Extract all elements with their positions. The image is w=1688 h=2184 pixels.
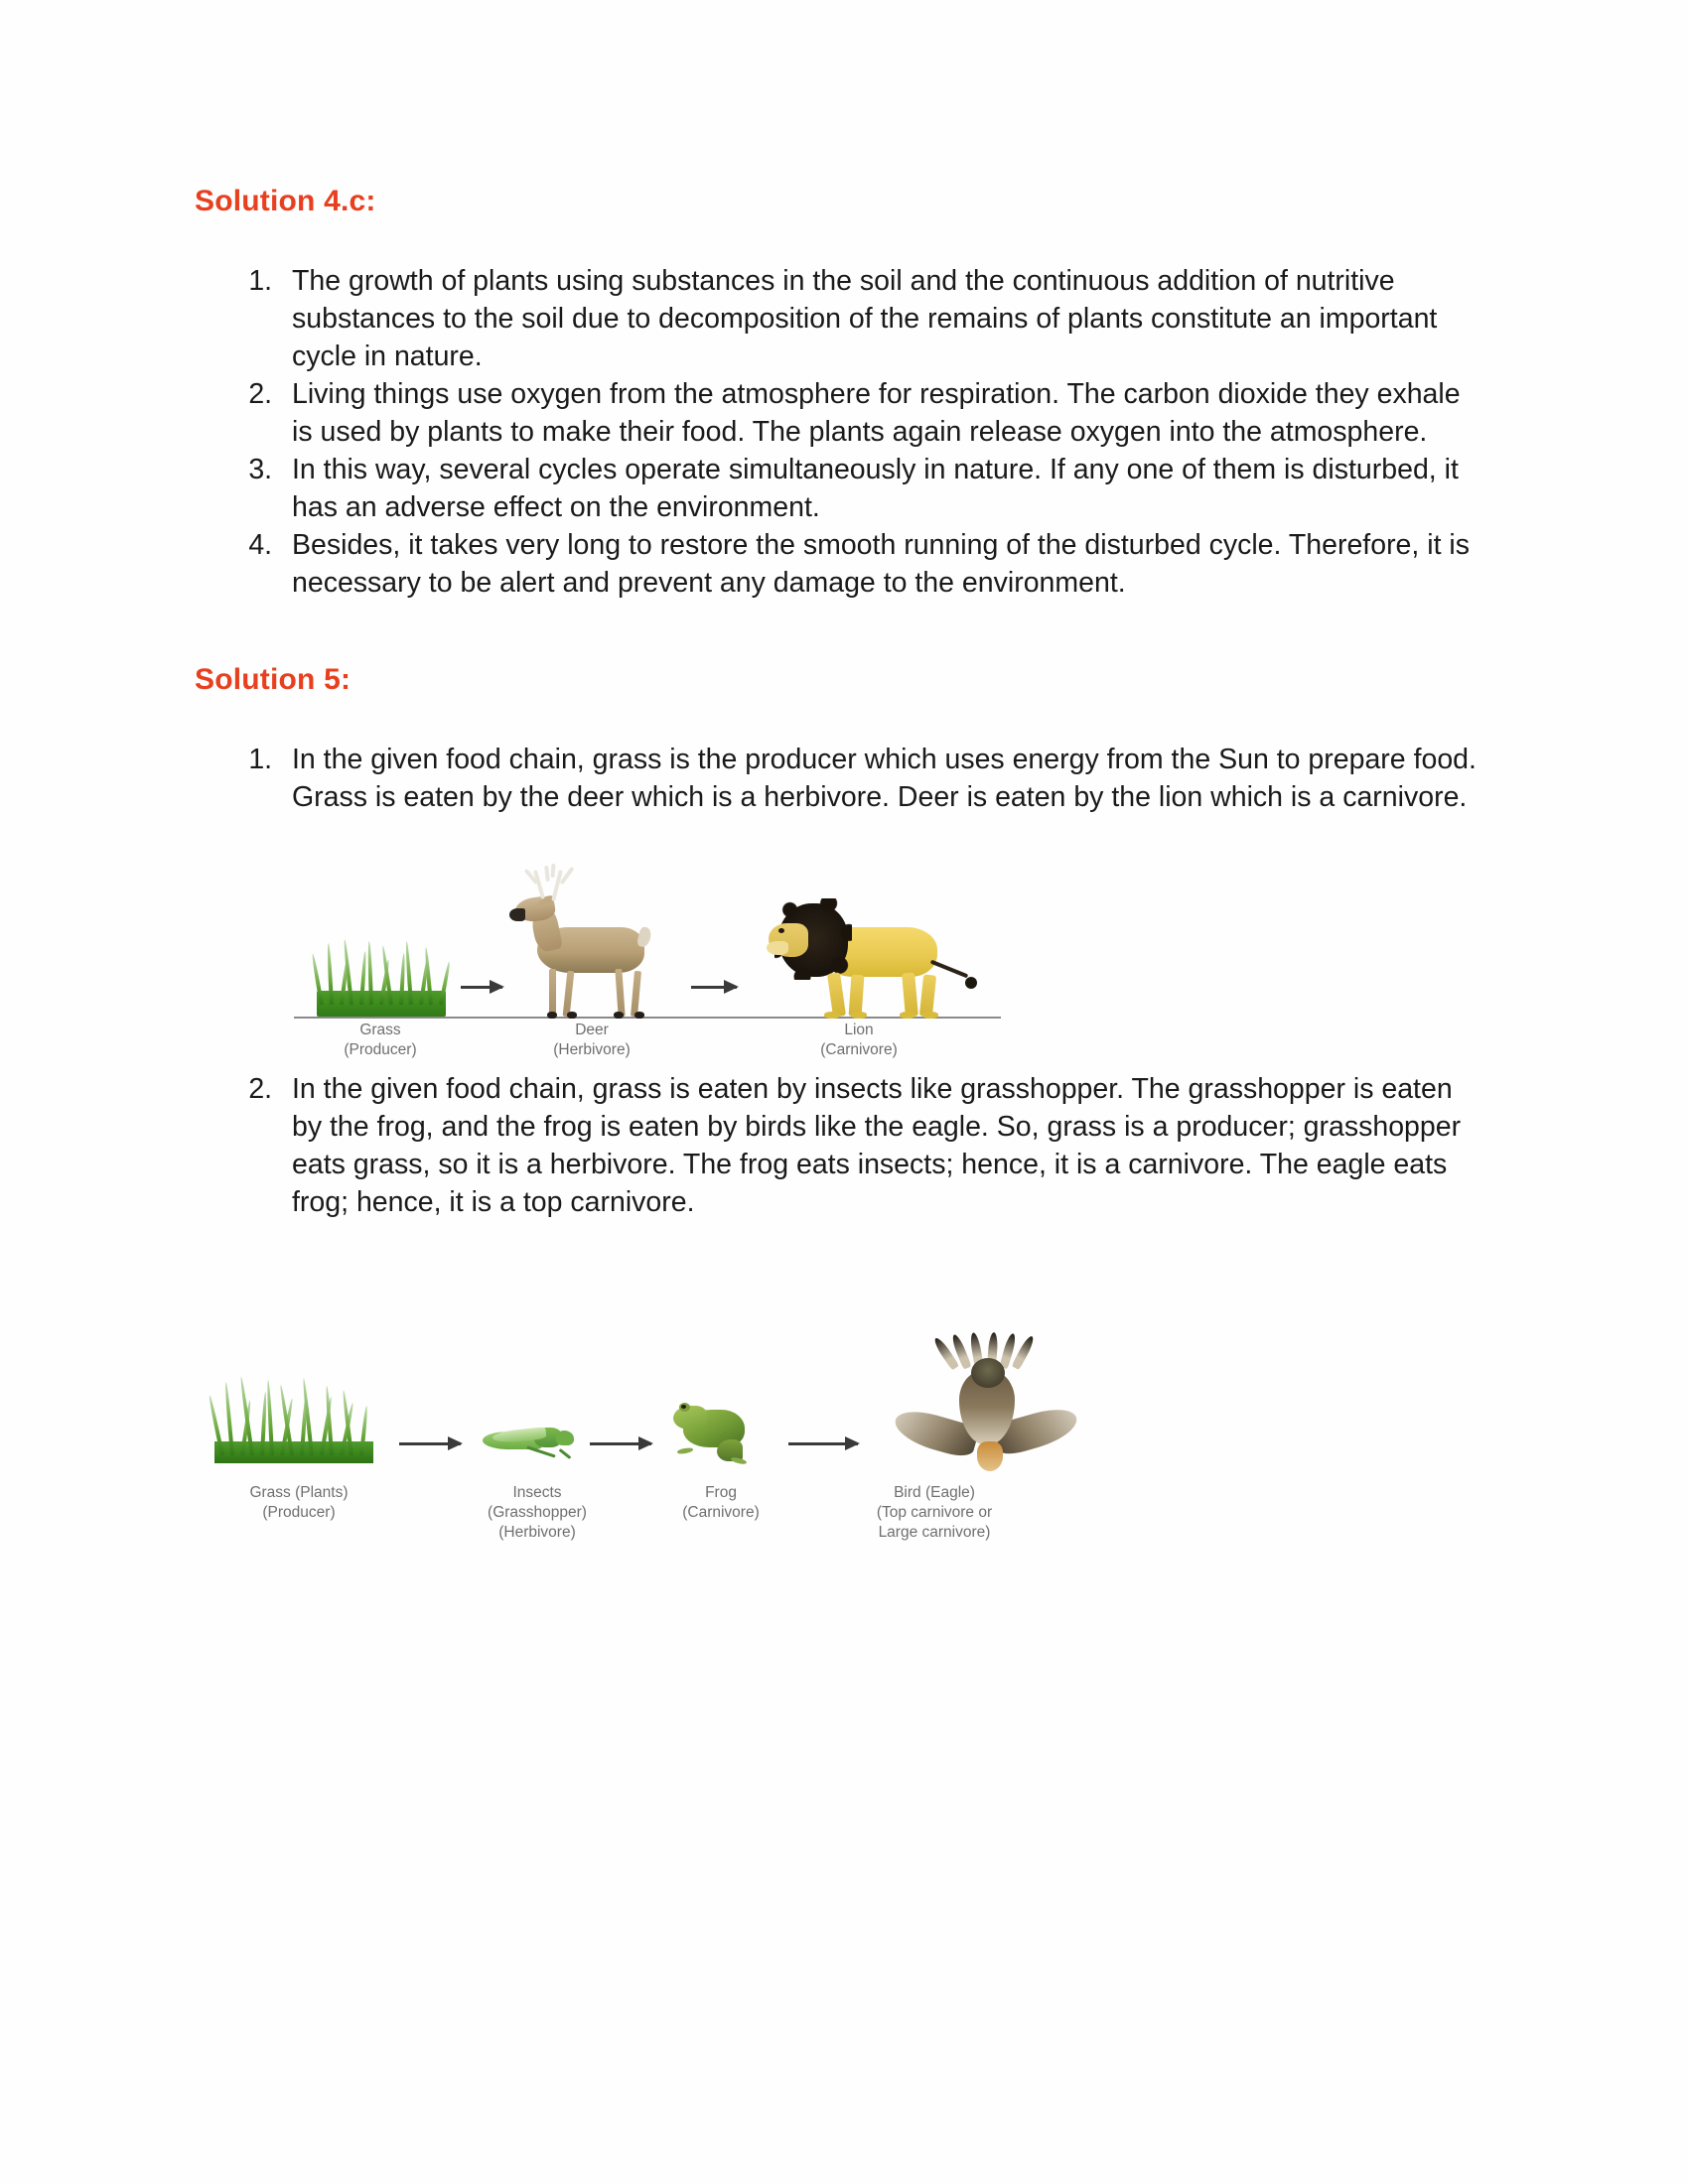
section-2 [195, 663, 1485, 697]
arrow-deer-to-lion [691, 986, 737, 989]
document-content [195, 185, 1485, 1563]
label-bird-line2: (Top carnivore or [876, 1504, 993, 1521]
list-item: 3. In this way, several cycles operate simultaneously in nature. If any one of them is disturbed, it has an adverse effect on the environment. [280, 451, 1485, 526]
arrow-frog-to-bird [788, 1442, 858, 1445]
arrow-grass-to-deer [461, 986, 502, 989]
label-deer-line1: Deer [575, 1022, 609, 1038]
solution-4c-list [195, 262, 1485, 602]
solution-5-list-part-2 [195, 1070, 1485, 1221]
deer-illustration [509, 858, 668, 1017]
ground-line [294, 1017, 1001, 1019]
food-chain-2-labels [205, 1483, 1178, 1574]
list-item: 4. Besides, it takes very long to restore the smooth running of the disturbed cycle. Therefore, it is necessary to be alert and prevent any damage to the environment. [280, 526, 1485, 602]
grasshopper-illustration [483, 1416, 582, 1455]
eagle-illustration [890, 1283, 1088, 1471]
label-deer-line2: (Herbivore) [553, 1041, 631, 1058]
arrow-grass-to-insects [399, 1442, 461, 1445]
label-lion-line2: (Carnivore) [820, 1041, 898, 1058]
food-chain-1-labels [286, 1021, 1001, 1076]
solution-4c-heading: Solution 4.c: [195, 185, 376, 217]
food-chain-diagram-1 [286, 842, 1001, 1070]
label-insects-line2: (Grasshopper) [488, 1504, 587, 1521]
section-1 [195, 185, 1485, 218]
label-insects-line3: (Herbivore) [498, 1524, 576, 1541]
label-grass-plants-line1: Grass (Plants) [249, 1484, 349, 1501]
grass-illustration [312, 939, 451, 1017]
label-lion-line1: Lion [844, 1022, 874, 1038]
label-grass-line2: (Producer) [344, 1041, 417, 1058]
lion-illustration [763, 868, 961, 1017]
arrow-insects-to-frog [590, 1442, 651, 1445]
grass-plants-illustration [214, 1372, 373, 1463]
list-item: 1. In the given food chain, grass is the producer which uses energy from the Sun to prepare food. Grass is eaten by the deer which is a herbivore. Deer is eaten by the lion which is a carnivore. [280, 741, 1485, 816]
label-bird-line3: Large carnivore) [878, 1524, 991, 1541]
label-frog-line1: Frog [705, 1484, 737, 1501]
label-frog-line2: (Carnivore) [682, 1504, 760, 1521]
frog-illustration [671, 1390, 761, 1463]
list-item: 1. The growth of plants using substances in the soil and the continuous addition of nutritive substances to the soil due to decomposition of the remains of plants constitute an important cycle in nature. [280, 262, 1485, 375]
solution-5-list-part-1 [195, 741, 1485, 816]
list-item: 2. In the given food chain, grass is eaten by insects like grasshopper. The grasshopper is eaten by the frog, and the frog is eaten by birds like the eagle. So, grass is a producer; grasshopper eats grass, so it is a herbivore. The frog eats insects; hence, it is a carnivore. The eagle eats frog; hence, it is a top carnivore. [280, 1070, 1485, 1221]
label-grass-line1: Grass [359, 1022, 401, 1038]
label-bird-line1: Bird (Eagle) [894, 1484, 975, 1501]
list-item: 2. Living things use oxygen from the atmosphere for respiration. The carbon dioxide they exhale is used by plants to make their food. The plants again release oxygen into the atmosphere. [280, 375, 1485, 451]
food-chain-diagram-2 [205, 1275, 1178, 1563]
label-grass-plants-line2: (Producer) [262, 1504, 336, 1521]
label-insects-line1: Insects [512, 1484, 562, 1501]
solution-5-heading: Solution 5: [195, 663, 352, 696]
